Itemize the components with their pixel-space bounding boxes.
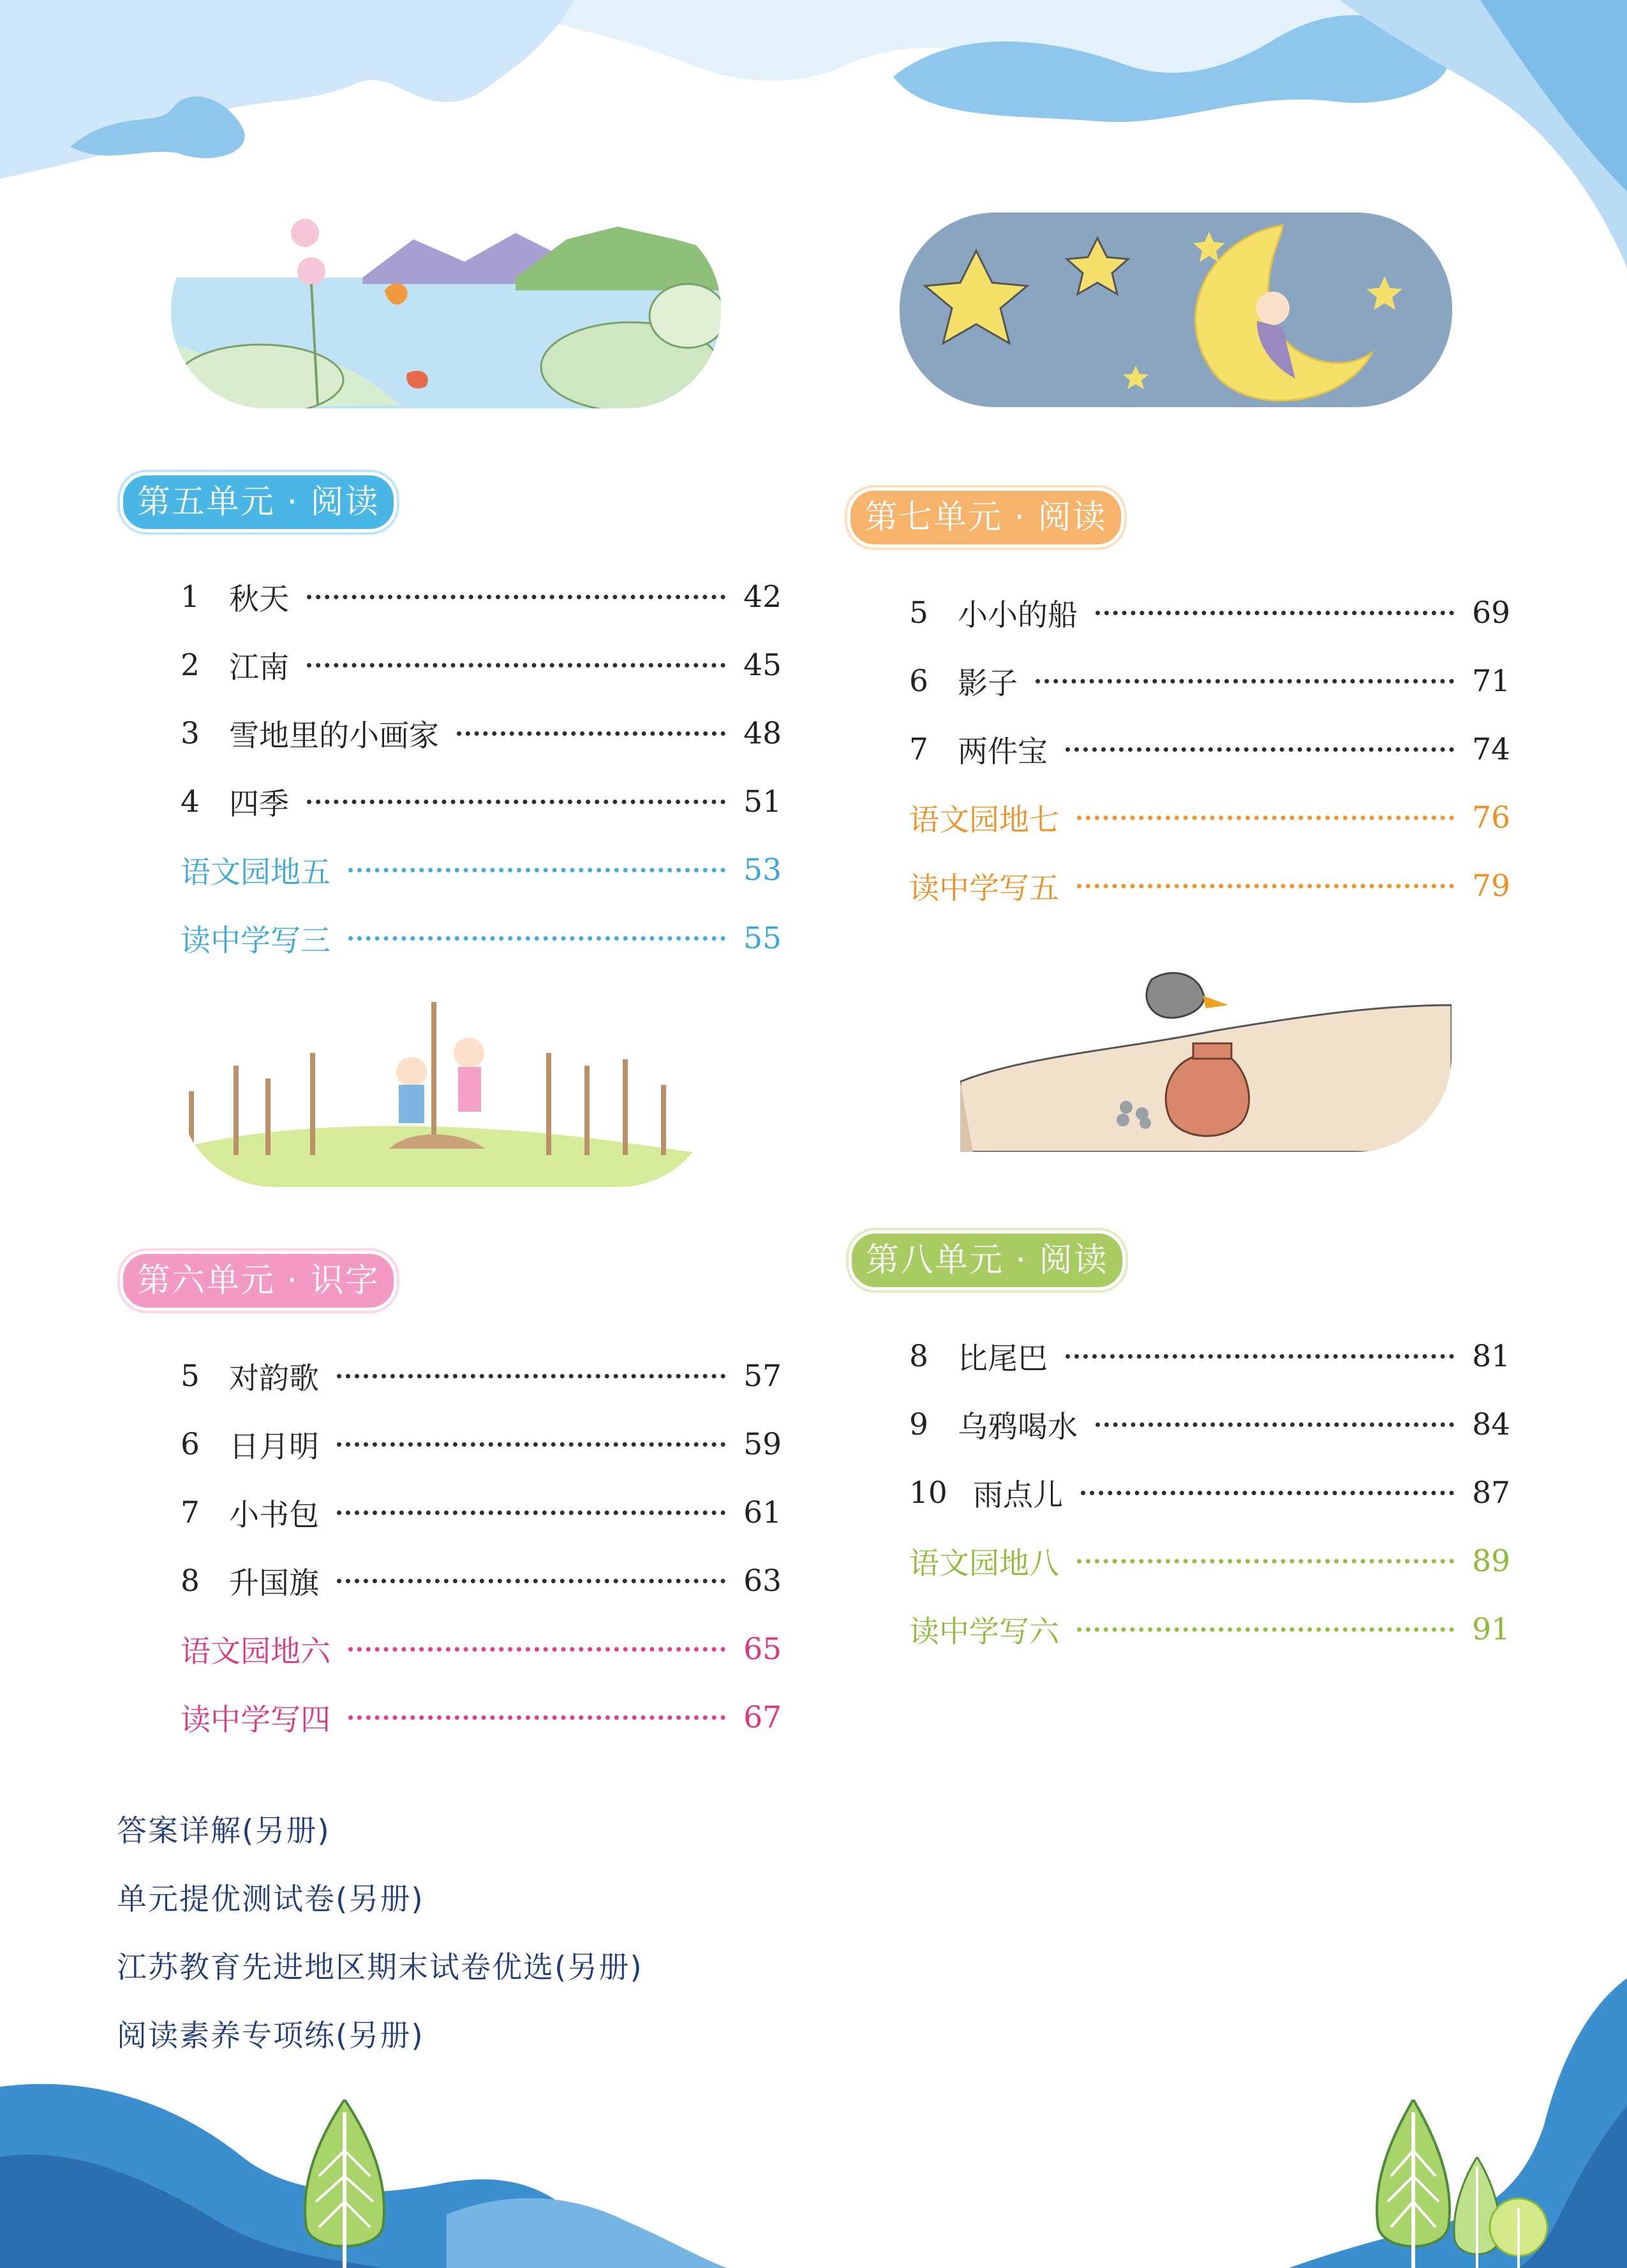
toc-entry[interactable] [909, 1595, 1510, 1664]
unit7-toc [909, 579, 1510, 920]
lesson-number: 10 [909, 1475, 947, 1511]
dot-leader [337, 1511, 725, 1515]
lesson-title: 雨点儿 [973, 1478, 1063, 1513]
lesson-number: 3 [181, 716, 200, 751]
page-number: 42 [743, 579, 782, 615]
lesson-title: 读中学写三 [181, 923, 331, 959]
dot-leader [348, 936, 725, 941]
toc-entry[interactable] [909, 1527, 1510, 1595]
toc-entry[interactable] [181, 1479, 782, 1547]
page-number: 87 [1472, 1475, 1510, 1511]
dot-leader [1077, 1559, 1454, 1563]
dot-leader [307, 800, 725, 804]
lesson-number: 2 [181, 648, 200, 683]
page-number: 76 [1472, 800, 1510, 835]
unit5-badge: 第五单元 · 阅读 [120, 472, 397, 532]
unit6-badge: 第六单元 · 识字 [120, 1251, 397, 1311]
supplement-item[interactable]: 单元提优测试卷(另册) [117, 1882, 424, 1917]
dot-leader [307, 663, 725, 668]
page-number: 69 [1472, 595, 1510, 630]
toc-entry[interactable] [181, 836, 782, 904]
tree-planting-illustration [179, 989, 715, 1187]
lesson-title: 秋天 [229, 582, 289, 617]
toc-entry[interactable] [181, 1342, 782, 1410]
toc-entry[interactable] [909, 1391, 1510, 1459]
unit5-toc [181, 563, 782, 973]
page-number: 65 [743, 1632, 782, 1667]
dot-leader [337, 1374, 725, 1378]
toc-entry[interactable] [909, 784, 1510, 852]
dot-leader [1077, 884, 1454, 888]
crow-pitcher-illustration [960, 960, 1452, 1152]
lesson-number: 8 [909, 1339, 928, 1374]
page-number: 91 [1472, 1612, 1510, 1647]
page-number: 57 [743, 1359, 782, 1394]
page-number: 74 [1472, 732, 1510, 767]
page-number: 45 [743, 648, 782, 683]
lesson-title: 读中学写四 [181, 1703, 331, 1738]
page-number: 63 [743, 1563, 782, 1599]
page-number: 89 [1472, 1544, 1510, 1579]
dot-leader [1077, 1627, 1454, 1632]
tree-left-icon [281, 2100, 408, 2268]
lesson-number: 8 [181, 1563, 200, 1599]
lesson-number: 4 [181, 784, 200, 819]
toc-entry[interactable] [909, 647, 1510, 715]
unit8-toc [909, 1322, 1510, 1664]
dot-leader [348, 1647, 725, 1652]
toc-entry[interactable] [909, 1459, 1510, 1527]
lesson-number: 5 [181, 1359, 200, 1394]
toc-entry[interactable] [181, 1547, 782, 1615]
toc-entry[interactable] [181, 699, 782, 768]
lesson-number: 1 [181, 579, 200, 615]
supplement-item[interactable]: 阅读素养专项练(另册) [117, 2018, 424, 2054]
toc-entry[interactable] [909, 715, 1510, 784]
page-number: 51 [743, 784, 782, 819]
dot-leader [1066, 1354, 1454, 1359]
toc-entry[interactable] [181, 631, 782, 699]
lesson-title: 雪地里的小画家 [229, 719, 439, 754]
dot-leader [1096, 1422, 1454, 1427]
lesson-title: 四季 [229, 787, 289, 822]
toc-entry[interactable] [909, 1322, 1510, 1391]
lesson-title: 两件宝 [958, 735, 1048, 770]
supplement-list [117, 1797, 643, 2070]
moon-girl-illustration [900, 213, 1452, 407]
lesson-title: 小小的船 [958, 598, 1078, 633]
lesson-number: 5 [909, 595, 928, 630]
toc-entry[interactable] [909, 852, 1510, 920]
lesson-title: 影子 [958, 666, 1018, 701]
toc-entry[interactable] [181, 768, 782, 836]
page-number: 84 [1472, 1407, 1510, 1442]
toc-entry[interactable] [181, 563, 782, 631]
unit8-badge: 第八单元 · 阅读 [849, 1230, 1126, 1290]
lesson-title: 比尾巴 [958, 1341, 1048, 1376]
lesson-number: 7 [181, 1495, 200, 1530]
page-number: 61 [743, 1495, 782, 1530]
dot-leader [348, 1715, 725, 1720]
dot-leader [1066, 747, 1454, 752]
lesson-title: 江南 [229, 650, 289, 685]
toc-entry[interactable] [181, 1615, 782, 1683]
page-number: 48 [743, 716, 782, 751]
dot-leader [337, 1442, 725, 1447]
lesson-title: 读中学写六 [909, 1615, 1059, 1650]
dot-leader [307, 595, 725, 599]
supplement-item[interactable]: 答案详解(另册) [117, 1814, 331, 1849]
lesson-number: 7 [909, 732, 928, 767]
page-number: 81 [1472, 1339, 1510, 1374]
lesson-title: 对韵歌 [229, 1361, 319, 1396]
page-number: 55 [743, 921, 782, 956]
dot-leader [1096, 611, 1454, 615]
page-number: 71 [1472, 664, 1510, 699]
lesson-number: 6 [909, 664, 928, 699]
unit7-badge: 第七单元 · 阅读 [847, 488, 1124, 548]
dot-leader [337, 1579, 725, 1583]
lesson-title: 升国旗 [229, 1566, 319, 1601]
toc-entry[interactable] [181, 1410, 782, 1479]
supplement-item[interactable]: 江苏教育先进地区期末试卷优选(另册) [117, 1950, 643, 1985]
lesson-title: 语文园地八 [909, 1546, 1059, 1581]
tree-round-icon [1487, 2195, 1550, 2268]
lesson-title: 语文园地七 [909, 803, 1059, 838]
page-number: 79 [1472, 869, 1510, 904]
lotus-pond-illustration [171, 214, 721, 408]
lesson-title: 乌鸦喝水 [958, 1410, 1078, 1445]
unit6-toc [181, 1342, 782, 1752]
toc-entry[interactable] [181, 1683, 782, 1752]
dot-leader [1077, 816, 1454, 820]
dot-leader [457, 731, 725, 736]
lesson-title: 语文园地五 [181, 855, 331, 890]
lesson-title: 小书包 [229, 1498, 319, 1533]
toc-entry[interactable] [909, 579, 1510, 647]
toc-entry[interactable] [181, 904, 782, 973]
lesson-title: 日月明 [229, 1429, 319, 1465]
lesson-number: 9 [909, 1407, 928, 1442]
dot-leader [1036, 679, 1454, 683]
lesson-number: 6 [181, 1427, 200, 1462]
lesson-title: 读中学写五 [909, 871, 1059, 906]
dot-leader [1081, 1491, 1454, 1495]
lesson-title: 语文园地六 [181, 1634, 331, 1669]
page-number: 59 [743, 1427, 782, 1462]
page-number: 53 [743, 853, 782, 888]
page-number: 67 [743, 1700, 782, 1735]
dot-leader [348, 868, 725, 872]
